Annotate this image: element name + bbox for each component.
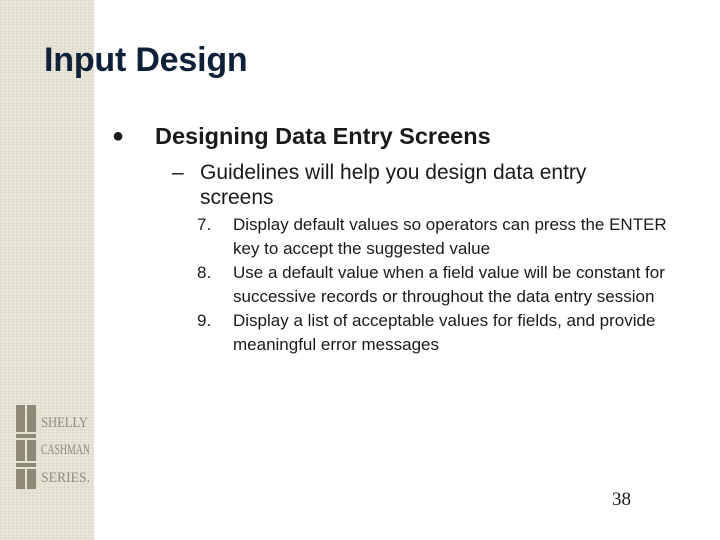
dash-icon: – <box>172 161 184 184</box>
sub-bullet-text: Guidelines will help you design data entry screens <box>200 161 587 209</box>
logo-mark-icon <box>16 405 36 489</box>
logo-text-line3: SERIES. <box>41 470 90 486</box>
list-item-text: Use a default value when a field value will be constant for successive records or throughout the data entry session <box>233 263 665 306</box>
list-item-text: Display a list of acceptable values for fields, and provide meaningful error messages <box>233 311 656 354</box>
slide-title: Input Design <box>44 41 248 79</box>
list-item <box>197 309 667 357</box>
list-item <box>197 261 667 309</box>
logo-text-line1: SHELLY <box>41 415 89 431</box>
list-item-number: 9. <box>197 311 212 330</box>
shelly-cashman-logo <box>14 405 90 490</box>
list-item-number: 7. <box>197 215 212 234</box>
list-item-number: 8. <box>197 263 212 282</box>
guideline-list <box>197 213 667 357</box>
bullet-text: Designing Data Entry Screens <box>155 123 491 149</box>
logo-text-line2: CASHMAN <box>41 442 91 458</box>
list-item-text: Display default values so operators can press the ENTER key to accept the suggested value <box>233 215 667 258</box>
bullet-dot-icon: ● <box>112 125 125 147</box>
page-number: 38 <box>612 489 631 510</box>
list-item <box>197 213 667 261</box>
